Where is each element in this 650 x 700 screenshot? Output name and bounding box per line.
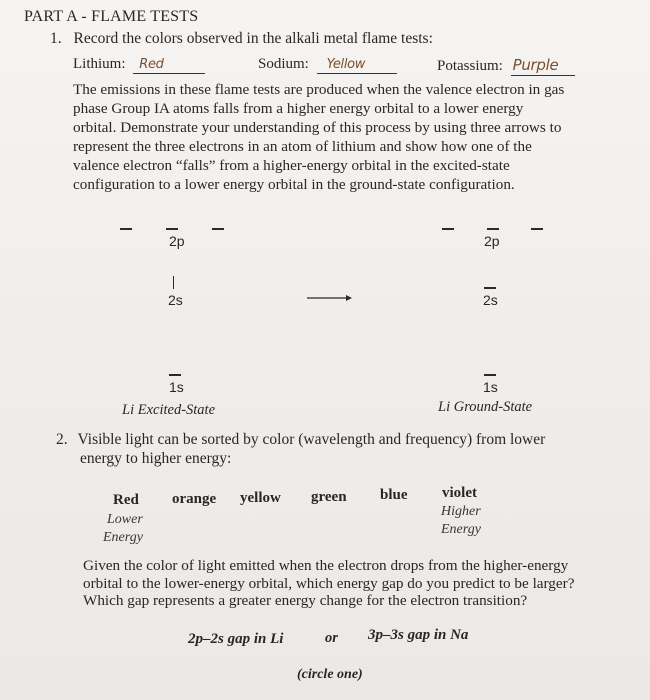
orbital-label-2p: 2p bbox=[169, 233, 185, 249]
orbital-2s-slot[interactable] bbox=[173, 276, 174, 289]
orbital-2p-slot[interactable] bbox=[487, 228, 499, 230]
potassium-answer-field[interactable] bbox=[511, 56, 575, 76]
color-red: Red bbox=[113, 492, 139, 508]
ground-state-label: Li Ground-State bbox=[438, 399, 533, 415]
question-text: Record the colors observed in the alkali metal flame tests: bbox=[73, 30, 433, 47]
orbital-2p-slot[interactable] bbox=[442, 228, 454, 230]
question-text: energy to higher energy: bbox=[80, 450, 232, 467]
orbital-2s-slot[interactable] bbox=[484, 287, 496, 289]
lithium-row bbox=[73, 56, 205, 74]
color-yellow: yellow bbox=[240, 490, 281, 506]
excited-state-label: Li Excited-State bbox=[122, 402, 216, 418]
lithium-answer-field[interactable] bbox=[133, 56, 205, 74]
orbital-2p-slot[interactable] bbox=[166, 228, 178, 230]
paragraph-line: The emissions in these flame tests are produced when the valence electron in gas bbox=[73, 81, 565, 98]
sodium-answer: Yellow bbox=[326, 57, 366, 72]
orbital-label-1s: 1s bbox=[483, 379, 498, 395]
question-2-prompt bbox=[56, 430, 596, 468]
paragraph-line: valence electron “falls” from a higher-energy orbital in the excited-state bbox=[73, 157, 510, 174]
paragraph-line: Which gap represents a greater energy change for the electron transition? bbox=[83, 592, 528, 609]
sodium-label: Sodium: bbox=[258, 56, 309, 72]
paragraph-line: orbital. Demonstrate your understanding of this process by using three arrows to bbox=[73, 119, 562, 136]
orbital-label-2s: 2s bbox=[168, 292, 183, 308]
given-paragraph bbox=[83, 557, 628, 610]
sodium-row bbox=[258, 56, 397, 74]
lower-energy-label: Energy bbox=[103, 530, 143, 545]
question-number: 2. bbox=[56, 431, 68, 448]
choice-li-gap[interactable]: 2p–2s gap in Li bbox=[188, 631, 284, 647]
circle-one-note: (circle one) bbox=[297, 667, 363, 682]
orbital-2p-slot[interactable] bbox=[212, 228, 224, 230]
question-text: Visible light can be sorted by color (wavelength and frequency) from lower bbox=[77, 431, 546, 448]
color-blue: blue bbox=[380, 487, 408, 503]
paragraph-line: configuration to a lower energy orbital in the ground-state configuration. bbox=[73, 176, 515, 193]
color-orange: orange bbox=[172, 491, 217, 507]
lithium-answer: Red bbox=[139, 57, 164, 72]
orbital-1s-slot[interactable] bbox=[484, 374, 496, 376]
transition-arrow-icon bbox=[306, 292, 354, 304]
lower-energy-label: Lower bbox=[107, 512, 143, 527]
potassium-answer: Purple bbox=[512, 56, 559, 74]
color-green: green bbox=[311, 489, 347, 505]
part-title: PART A - FLAME TESTS bbox=[24, 8, 199, 25]
question-1-prompt bbox=[50, 30, 433, 48]
orbital-label-2p: 2p bbox=[484, 233, 500, 249]
sodium-answer-field[interactable] bbox=[317, 56, 397, 74]
or-label: or bbox=[325, 630, 338, 646]
paragraph-line: orbital to the lower-energy orbital, which energy gap do you predict to be larger? bbox=[83, 574, 575, 592]
higher-energy-label: Energy bbox=[441, 522, 481, 537]
higher-energy-label: Higher bbox=[441, 504, 481, 519]
question-number: 1. bbox=[50, 30, 62, 47]
paragraph-line: represent the three electrons in an atom of lithium and show how one of the bbox=[73, 138, 532, 155]
potassium-row bbox=[437, 56, 575, 76]
orbital-2p-slot[interactable] bbox=[120, 228, 132, 230]
paragraph-line: phase Group IA atoms falls from a higher energy orbital to a lower energy bbox=[73, 100, 524, 117]
lithium-label: Lithium: bbox=[73, 56, 126, 72]
orbital-1s-slot[interactable] bbox=[169, 374, 181, 376]
orbital-label-1s: 1s bbox=[169, 379, 184, 395]
orbital-label-2s: 2s bbox=[483, 292, 498, 308]
orbital-2p-slot[interactable] bbox=[531, 228, 543, 230]
instructions-paragraph bbox=[73, 80, 633, 194]
color-violet: violet bbox=[442, 485, 477, 501]
paragraph-line: Given the color of light emitted when the electron drops from the higher-energy bbox=[83, 557, 569, 574]
choice-na-gap[interactable]: 3p–3s gap in Na bbox=[368, 627, 469, 643]
potassium-label: Potassium: bbox=[437, 58, 503, 74]
